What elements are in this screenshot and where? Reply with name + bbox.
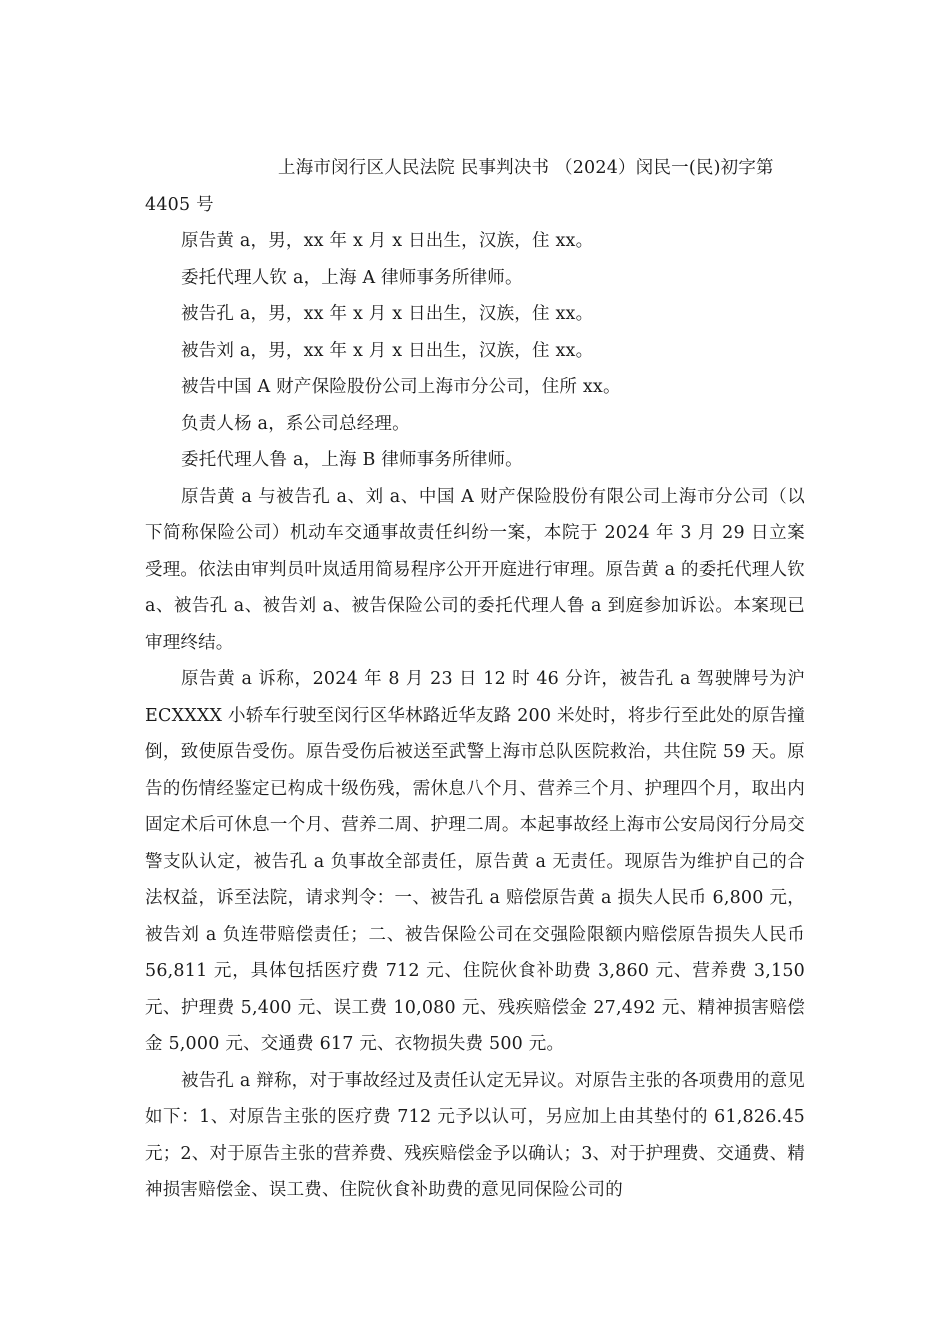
paragraph-plaintiff-claim: 原告黄 a 诉称，2024 年 8 月 23 日 12 时 46 分许，被告孔 a 驾驶牌号为沪 ECXXXX 小轿车行驶至闵行区华林路近华友路 200 米处时，将步行至此处的原告撞倒，致使原告受伤。原告受伤后被送至武警上海市总队医院救治，共住院 59 天。原告的伤情经鉴定已构成十级伤残，需休息八个月、营养三个月、护理四个月，取出内固定术后可休息一个月、营养二周、护理二周。本起事故经上海市公安局闵行分局交警支队认定，被告孔 a 负事故全部责任，原告黄 a 无责任。现原告为维护自己的合法权益，诉至法院，请求判令：一、被告孔 a 赔偿原告黄 a 损失人民币 6,800 元，被告刘 a 负连带赔偿责任；二、被告保险公司在交强险限额内赔偿原告损失人民币 56,811 元，具体包括医疗费 712 元、住院伙食补助费 3,860 元、营养费 3,150 元、护理费 5,400 元、误工费 10,080 元、残疾赔偿金 27,492 元、精神损害赔偿金 5,000 元、交通费 617 元、衣物损失费 500 元。	[145, 669, 805, 1054]
party-plaintiff: 原告黄 a，男，xx 年 x 月 x 日出生，汉族，住 xx。	[181, 231, 594, 251]
document-title: 上海市闵行区人民法院 民事判决书 （2024）闵民一(民)初字第	[278, 158, 774, 178]
party-defendant-kong: 被告孔 a，男，xx 年 x 月 x 日出生，汉族，住 xx。	[181, 304, 594, 324]
document-page	[145, 150, 805, 1209]
party-defendant-insurer: 被告中国 A 财产保险股份公司上海市分公司，住所 xx。	[181, 377, 621, 397]
party-defendant-liu: 被告刘 a，男，xx 年 x 月 x 日出生，汉族，住 xx。	[181, 340, 594, 361]
paragraph-case-intro: 原告黄 a 与被告孔 a、刘 a、中国 A 财产保险股份有限公司上海市分公司（以下简称保险公司）机动车交通事故责任纠纷一案，本院于 2024 年 3 月 29 日立案受理。依法由审判员叶岚适用简易程序公开开庭进行审理。原告黄 a 的委托代理人钦 a、被告孔 a、被告刘 a、被告保险公司的委托代理人鲁 a 到庭参加诉讼。本案现已审理终结。	[145, 486, 805, 653]
party-insurer-principal: 负责人杨 a，系公司总经理。	[181, 413, 410, 434]
party-insurer-agent: 委托代理人鲁 a，上海 B 律师事务所律师。	[181, 450, 523, 470]
paragraph-defendant-defense: 被告孔 a 辩称，对于事故经过及责任认定无异议。对原告主张的各项费用的意见如下：1、对原告主张的医疗费 712 元予以认可，另应加上由其垫付的 61,826.45 元；2、对于原告主张的营养费、残疾赔偿金予以确认；3、对于护理费、交通费、精神损害赔偿金、误工费、住院伙食补助费的意见同保险公司的	[145, 1070, 805, 1200]
document-title-case-number: 4405 号	[145, 194, 214, 215]
party-plaintiff-agent: 委托代理人钦 a，上海 A 律师事务所律师。	[181, 267, 523, 288]
